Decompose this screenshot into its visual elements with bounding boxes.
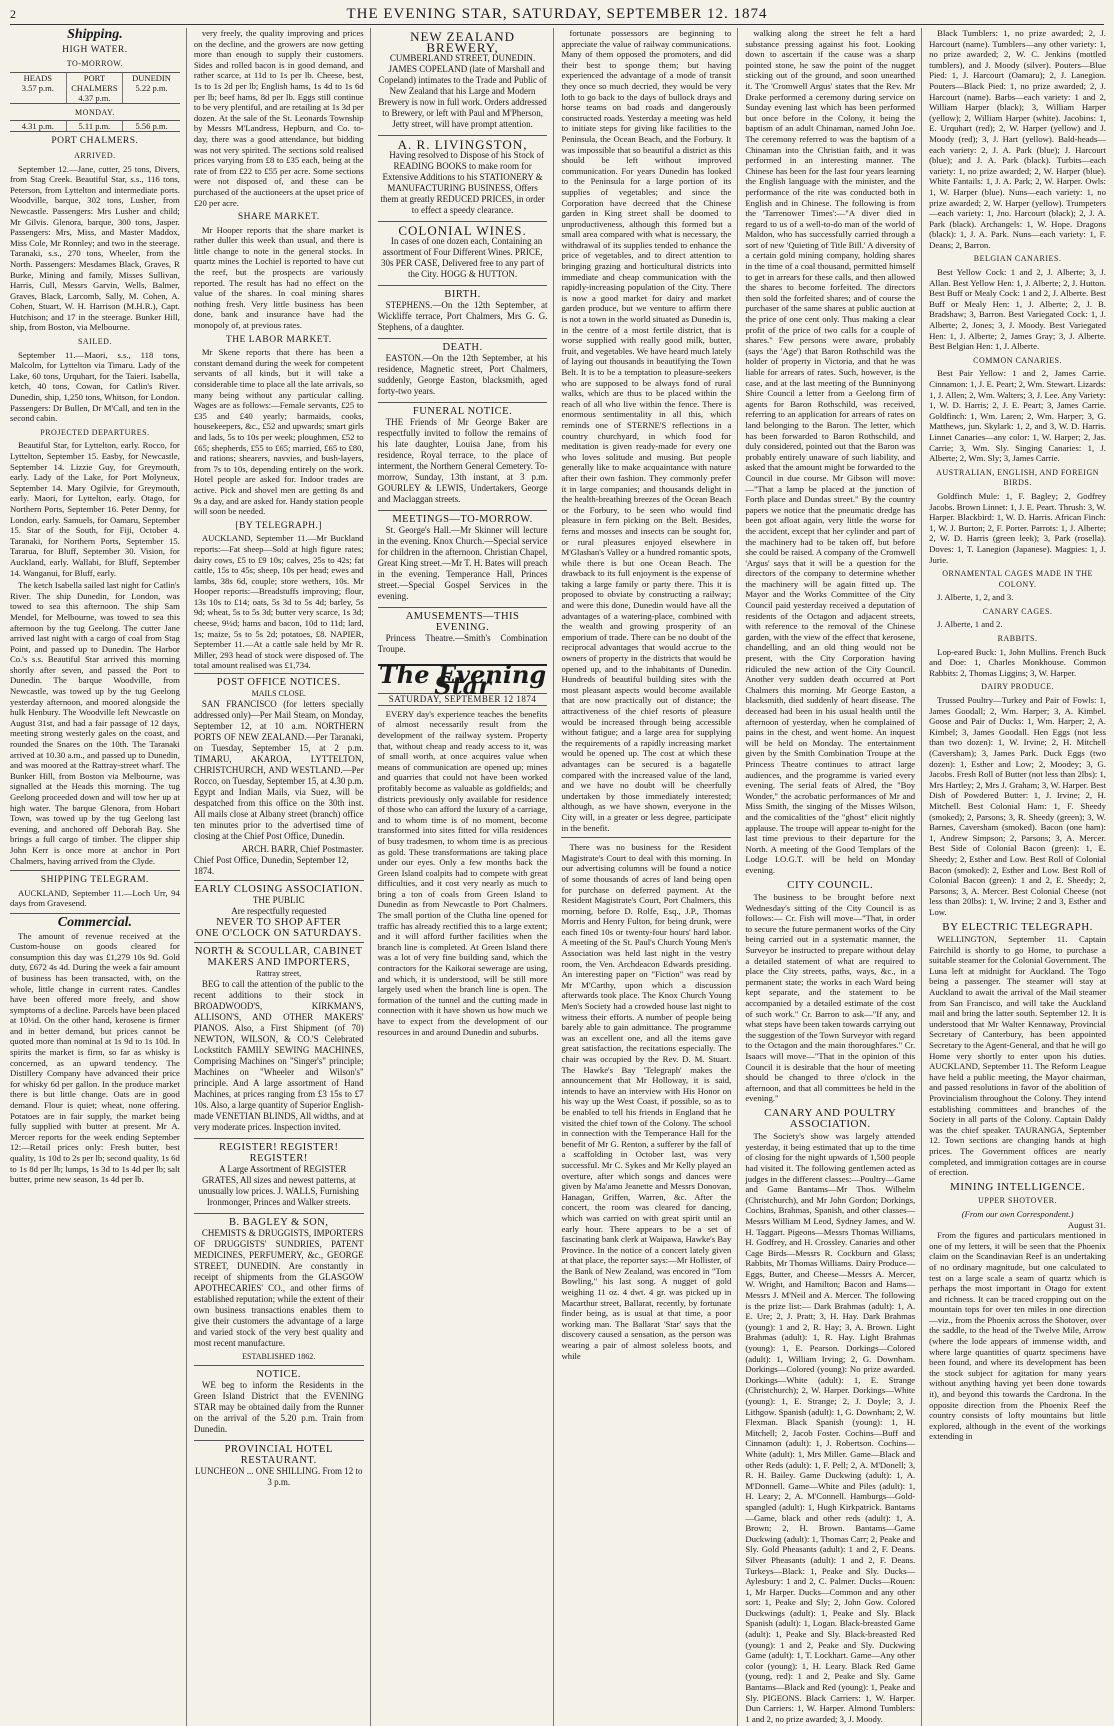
bagley-title: B. BAGLEY & SON, — [228, 1217, 329, 1229]
tide-table — [10, 72, 180, 104]
tide-time: 5.11 p.m. — [78, 121, 111, 132]
amusements-text: Princess Theatre.—Smith's Combination Troupe. — [377, 633, 548, 654]
tide-time: 3.57 p.m. — [21, 82, 54, 93]
death-notice — [378, 338, 548, 402]
brewery-text: JAMES COPELAND (late of Marshall and Copeland) intimates to the Trade and Public of New Zealand that his Large and Modern Brewery is now in full work. Orders addressed to Brewery, or left with Paul and M'Pherson, Jetty street, will have prompt attention. — [378, 64, 547, 129]
shipping-telegram-text: AUCKLAND, September 11.—Loch Urr, 94 days from Gravesend. — [10, 887, 180, 909]
mails-close-label: MAILS CLOSE. — [251, 689, 306, 699]
newspaper-nameplate: The Evening Star — [378, 660, 547, 700]
editorial-continued: fortunate possessors are beginning to appreciate the value of railway communications. Many of them opposed the promoters, and did their best to sponge them; but having experienced the advantage of a mode of transit they once so much decried, they would be very loth to go back to the days of bullock drays and horse teams on bad roads and dangerously constructed roads. Yesterday a meeting was held to initiate steps for giving like facilities to the Peninsula, the Ocean Beach, and the Forbury. It was impossible that so beautiful a district as this should be left without improved communication. For years Dunedin has looked to the Peninsula for a large portion of its supplies of vegetables; and since the Corporation have decreed that the Chinese garden in King street shall be doomed to unproductiveness, although this formed but a small area compared with what is necessary, the withdrawal of its supplies tended to enhance the price of vegetables, and to direct attention to bringing grazing and horticultural districts into immediate and cheap communication with the rapidly-increasing population of the City. There is now a good market for dairy and market garden produce, but we venture to affirm there is not a town in the world situated as Dunedin is, in the centre of a most fertile district, that is worse supplied with really good milk, butter, fruit, and vegetables. We have heard much lately of laying out thousands in beautifying the Town Belt. It is to be a temptation to pleasure-seekers who are supposed to be always fond of rural walks, which are thus to be placed within the reach of all who live within the fence. There is enormous sentimentality in all this, which reminds one of STERNE'S reflections in a country churchyard, in which food for meditation is given ready-made for every one who loves solitude and musing. But people generally like to make acquaintance with nature after their own fashion. They commonly prefer it in large companies; and thousands delight in the health-breathing breezes of the Ocean Beach or the Forbury, to be seen who would find pleasure in fern picking on the Belt. Besides, ferns and mosses and insects can be sought for, or rural pleasures enjoyed elsewhere in M'Glashan's Valley or a hundred romantic spots, while there is but one Ocean Beach. The drawback to its full enjoyment is the expense of taking a large family or party there. This it is proposed to obviate by constructing a railway; and were this done, Dunedin would have all the advantages of a watering-place, combined with the wealth and growing prosperity of an emporium of trade. There can be no doubt of the reciprocal advantages that would accrue to the owners of property in the districts that would be opened up, and to the inhabitants of Dunedin. Hundreds of beautiful building sites with the most pleasant aspects would become available that are now practically out of distance; the attractiveness of the chief resorts of pleasure would be increased through being accessible without fatigue; and a large area for supplying the requirements of a rapidly increasing market would be opened up. The cost at which these advantages can be secured is a bagatelle compared with the increased value of the land, and we have no doubt will be cheerfully undertaken by those immediately interested; although, as we have shown, everyone in the City will, in a greater or less degree, participate in the benefit. — [561, 28, 732, 833]
tide-col — [123, 73, 180, 103]
tide-place: DUNEDIN — [132, 72, 171, 83]
meetings-title: MEETINGS—TO-MORROW. — [392, 514, 533, 525]
port-title: PORT CHALMERS. — [51, 136, 139, 147]
electric-telegraph-text: WELLINGTON, September 11. Captain Fairchild is shortly to go Home, to purchase a suitable steamer for the Colonial Government. The Luna left at midnight for Auckland. The Togo being a passenger. The steamer will stay at Auckland to await the arrival of the Mail steamer from San Francisco, and will take the Auckland mail and bring the latter south. September 12. It is understood that Mr Walter Kennaway, Provincial Secretary of Canterbury, has been appointed Secretary to the Agent-General, and that he will go Home very shortly to enter upon his duties. AUCKLAND, September 11. The Reform League have held a public meeting, the Mayor chairman, and passed resolutions in favor of the abolition of Provincialism throughout the Colony. They intend establishing committees and branches of the Society in all parts of the Colony. Captain Daldy was the chief speaker. TAURANGA, September 12. Town sections are changing hands at high prices. The Government offices are nearly completed, and immigration cottages are in course of erection. — [929, 934, 1106, 1178]
tide-table-monday — [10, 120, 180, 132]
post-office-date: Chief Post Office, Dunedin, September 12, 1874. — [193, 855, 349, 877]
produce-text: very freely, the quality improving and prices on the decline, and the growers are now getting more than enough to supply their customers. Sides and rolled bacon is in good demand, and rather scarce, at 11d to 1s per lb. Cheese, best, 1s to 1s 2d per lb; English hams, 1s 4d to 1s 6d per lb; beef hams, 8d per lb. Eggs still continue to be very plentiful, and are retailing at 1s 3d per dozen. At the sale of the St. Leonards Township by Messrs M'Landress, Hepburn, and Co. to-day, there was a good attendance, but bidding was not very spirited. The sections sold realised prices varying from £8 to £35 each, being at the rate of from £22 to £55 per acre. Some sections were not disposed of, and these can be purchased of the auctioneers at the upset price of £20 per acre. — [193, 28, 364, 208]
early-closing-line: NEVER TO SHOP AFTER — [216, 917, 342, 929]
register-text: A Large Assortment of REGISTER GRATES, All sizes and newest patterns, at unusually low prices. J. WALLS, Furnishing Ironmonger, Princes and Walker streets. — [198, 1164, 359, 1208]
amusements-notice — [378, 607, 548, 660]
canary-cages-title: CANARY CAGES. — [982, 606, 1053, 616]
tide-col — [10, 73, 67, 103]
early-closing-title: EARLY CLOSING ASSOCIATION. — [194, 884, 363, 896]
poultry-text: The Society's show was largely attended yesterday, it being estimated that up to the time of closing for the night upwards of 1,500 people had visited it. The following gentlemen acted as judges in the different classes:—Poultry—Game and Game Bantams—Mr Thos. Wilhelm (Christchurch), and Mr John Gordon; Dorkings, Cochins, Brahmas, Spanish, and other classes—Messrs William M Leod, Sydney James, and W. H. Taggart. Pigeons—Messrs Thomas Williams, H. Godfrey, and H. Crossley. Canaries and other Cage Birds—Messrs R. Cockburn and Glass; Rabbits, Mr Thomas Williams. Dairy Produce—Eggs, Butter, and Cheese—Messrs A. Mercer, W. Wright, and Hamilton; Bacon and Hams—Messrs J. M'Neil and A. Mercer. The following is the prize list:— Dark Brahmas (adult): 1, A. E. Ure; 2, J. Pratt; 3, H. Hay. Dark Brahmas (young): 1 and 2, R. Hay; 3, A. Brown. Light Brahmas (adult): 1, R. Hay. Light Brahmas (young): 1, E. Pearson. Dorkings—Colored (adult): 1, William Irving; 2, G. Downham. Dorkings—Colored (young): No prize awarded. Dorkings—White (adult): 1, E. Strange (Christchurch); 2, W. Harper. Dorkings—White (young): 1, E. Strange; 2, J. Doyle; 3, J. Lithgow. Spanish (adult): 1, G. Downham; 2, W. Flexman. Black Spanish (young): 1, H. Mitchell; 2, Jacob Foster. Cochins—Buff and Cinnamon (adult): 1, J. Robertson. Cochins—White (adult): 1, Mrs Miller. Game—Black and other Reds (adult): 1, F. Pell; 2, A. M'Donell; 3, R. H. Bailey. Game Duckwing (adult): 1, A. M'Donnell. Game—White and Piles (adult): 1, H. Leary; 2, A. M'Connell. Hamburgs—Gold-spangled (adult): 1, Hugh Kirkpatrick. Bantams—Game, black and other reds (adult): 1, A. Brown; 2, H. Brown. Bantams—Game Duckwing (adult): 1, Thomas Carr; 2, Peake and Sly. Gold Pheasants (adult): 1 and 2, F. Deans. Silver Pheasants (adult): 1 and 2, F. Deans. Turkeys—Black: 1, Peake and Sly. Ducks—Aylesbury: 1 and 2, C. Palmer. Ducks—Rouen: 1, Mr Harper. Ducks—Common and any other sort: 1, Peake and Sly; 2, John Gow. Colored Duckwings (adult): 1, Peake and Sly. Black Spanish (adult): 1, Logan. Black-breasted Game (adult): 1, Peake and Sly. Black-breasted Red (young): 1 and 2, Peake and Sly. Duckwing Game (adult): 1, T. Lockhart. Game—Any other color (young): 1, H. Leary. Black Red Game (young, red): 1 and 2, Peake and Sly. Game Bantams—Black and Red (young): 1, Peake and Sly. PIGEONS. Black Carriers: 1, W. Harper. Dun Carriers: 1, W. Harper. Almond Tumblers: 1 and 2, no prize awarded; 3, J. Moody. — [745, 1131, 916, 1724]
tomorrow-label: TO-MORROW. — [66, 59, 124, 69]
death-text: EASTON.—On the 12th September, at his residence, Magnetic street, Port Chalmers, suddenly, George Easton, blacksmith, aged forty-two years. — [377, 353, 548, 396]
foreign-birds-text: Goldfinch Mule: 1, F. Bagley; 2, Godfrey Jacobs. Brown Linnet: 1, J. E. Peart. Thrush: 3, W. Harper. Blackbird: 1, W. D. Harris. African Finch: 1, W. J. Burton; 2, F. Porter. Parrots: 1, J. Alberte; 2, W. D. Harris (green leek); 3, Park (rosella). Doves: 1, T. Lanegion (Japanese). Magpies: 1, J. Jurie. — [929, 490, 1106, 565]
funeral-title: FUNERAL NOTICE. — [412, 406, 513, 417]
birth-title: BIRTH. — [444, 289, 481, 300]
livingston-ad — [378, 135, 548, 221]
meetings-notice — [378, 510, 548, 607]
electric-telegraph-title: BY ELECTRIC TELEGRAPH. — [942, 920, 1093, 933]
belgian-canaries-text: Best Yellow Cock: 1 and 2, J. Alberte; 3, J. Allan. Best Yellow Hen: 1, J. Alberte; 2, J. Hutton. Best Buff or Mealy Cock: 1 and 2, J. Alberte. Best Buff or Mealy Hen: 1, J. Alberte; 2, J. B. Bradshaw; 3, Barron. Best Variegated Cock: 1, J. Alberte; 2, Jones; 3, J. Moody. Best Variegated Hen: 1, J. Alberte; 2, James Gray; 3, J. Alberte. Best Belgian Hen: 1, J. Alberte. — [929, 267, 1106, 352]
wines-text: In cases of one dozen each, Containing an assortment of Four Different Wines. PRICE, 30s PER CASE, Delivered free to any part of the City. HOGG & HUTTON. — [380, 236, 545, 279]
scoullar-title: NORTH & SCOULLAR, CABINET MAKERS AND IMPORTERS, — [194, 946, 363, 969]
prize-list-continued: Black Tumblers: 1, no prize awarded; 2, J. Harcourt (name). Tumblers—any other variety: 1, no prize awarded; 2, W. C. Jenkins (mottled tumblers), and J. Moody (silver). Pouters—Blue Pied: 1, J. Harcourt (Oamaru); 2, J. Lanegion. Pouters—Black Pied: 1, no prize awarded; 2, J. Harcourt (name). Barbs—each variety: 1 and 2, William Harper (black); 3, William Harper (yellow); 2, William Harper (white). Jacobins: 1, E. Urquhart (red); 2, W. Harper (yellow) and J. Moody (red); 3, J. Hart (yellow). Bald-heads—each variety: 2, J. A. Park (blue); J. Harcourt (blue); and J. A. Park (black). Turbits—each variety: 1, no prize awarded; 2, W. Harper (blue). White Fantails: 1, J. A. Park; 2, W. Harper. Owls: 1, W. Harper (blue). Nuns—each variety: 1, no prize awarded; 2, W. Harper (yellow). Trumpeters—each variety: 1, Jno. Harcourt (black); 2, J. A. Park (black). Archangels: 1, W. Hope. Dragons (black): 1, J. A. Park. Nuns—each variety: 1, F. Deans; 2, Barron. — [929, 28, 1106, 250]
mining-subtitle: UPPER SHOTOVER. — [978, 1196, 1058, 1206]
local-news-continued: walking along the street he felt a hard substance pressing against his foot. Looking down to ascertain if the cause was a sharp pointed stone, he saw the point of the nugget sticking out of the ground, and soon unearthed it. The 'Cromwell Argus' states that the Rev. Mr Drake performed a ceremony during service on Sunday evening last which has been performed but once before in the Colony, it being the baptism of an adult Chinaman, named John Joe. The ceremony referred to was the baptism of a Chinaman into the Christian faith, and it was performed in an interesting manner. The Chinese has been for the last four years learning the English language with the minister, and the performance of the rite was conducted both in English and in Chinese. The following is from the 'Tarrenower Times':—"A diver died in regard to us of a well-to-do man of the world of Maldon, who has successfully carried through a sort of new 'Quieting of Title Bill.' A diversity of a certain gold mining company, holding shares in the time of a coal thousand, permitted himself to get in arrears for these calls, and then allowed the shares to become forfeited. The directors then sold the forfeited shares; and of course the purchaser of the same shares at public auction at the price of one cent only. Thus making a clear profit of the price of two calls for a couple of shares." Few persons were aware, probably (says the 'Age') that Baron Rothschild was the holder of property in Victoria, and that he was liable for arrears of rates. Such, however, is the case, and at the last meeting of the Bunninyong Shire Council a letter from a Geelong firm of agents for Baron Rothschild, was received, referring to an application for arrears of rates on land belonging to the Baron. The letter, which has been forwarded to Baron Rothschild, and duly considered, pointed out that the Baron was probably entirely unaware of such liability, and asked that the amount might be forwarded to the Council in due course. Mr Gibson will move:—"That a lamp be placed at the junction of Forth place and Dundas street." By the country papers we notice that the pneumatic dredge has been got afloat again, very little the worse for the accident, except that her cylinder and part of the machinery had to be taken off, but before she could be raised. A company of the Cromwell 'Argus' says that it will be a question for the directors of the company to determine whether the machinery will be again fitted up. The Mayor and the Works Committee of the City Council paid yesterday received a deputation of residents of the Octagon and adjacent streets, with reference to the removal of the Chinese garden, with the view of the effect that kerosene, chandelling, and an old thing would not be present, with the City Corporation having ridiculed the new action of the City Council. Another very sudden death occurred at Port Chalmers this morning. Mr George Easton, a blacksmith, died suddenly of heart disease. The deceased had been in his usual health until the afternoon of yesterday, when he complained of pains in the chest, and went home. An inquest will be held on Monday. The entertainment given by the Smith Combination Troupe at the Princess Theatre continues to attract large audiences, and the programme is varied every evening. The serial feats of Alred, the "Boy Wonder," the acrobatic performances of Mr and Miss Smith, the singing of the Misses Wilson, and the comicalities of the "ghost" elicit nightly applause. The troupe will appear to-night for the last time previous to their departure for the North. A meeting of the Good Templars of the Lodge I.O.G.T. will be held on Monday evening. — [745, 28, 916, 875]
meetings-text: St. George's Hall.—Mr Skinner will lecture in the evening. Knox Church.—Special service for children in the afternoon. Christian Chapel, Great King street.—Mr T. H. Bates will preach in the evening. Temperance Hall, Princes street.—Special Gospel Services in the evening. — [377, 525, 548, 601]
city-council-title: CITY COUNCIL. — [787, 878, 874, 891]
ornamental-cages-text: J. Alberte, 1, 2, and 3. — [937, 592, 1014, 603]
scoullar-text: BEG to call the attention of the public to the recent additions to their stock in BROADWOOD'S, KIRKMAN'S, ALLISON'S, AND OTHER MAKERS' PIANOS. Also, a First Shipment (of 70) NEWTON, WILSON, & CO.'S Celebrated Lockstitch FAMILY SEWING MACHINES, Comprising Machines on "Singer's" principle; Machines on "Wheeler and Wilson's" principle. And A large assortment of Hand Machines, at prices ranging from £3 15s to £7 10s. Also, a large quantity of Superior English-made VENETIAN BLINDS, All widths, and at very moderate prices. Inspection invited. — [193, 979, 364, 1133]
dairy-produce-title: DAIRY PRODUCE. — [981, 682, 1055, 692]
register-title: REGISTER! REGISTER! REGISTER! — [219, 1142, 339, 1165]
page-number: 2 — [10, 7, 17, 21]
commercial-heading: Commercial. — [57, 914, 133, 930]
column-5 — [745, 28, 922, 1726]
high-water-title: HIGH WATER. — [62, 44, 128, 55]
dairy-produce-text: Trussed Poultry—Turkey and Pair of Fowls: 1, James Goodall; 2, Wm. Harper; 3, A. Kimbel. Goose and Pair of Ducks: 1, Wm. Harper; 2, A. Kimbel; 3, James Goodall. Hen Eggs (not less than two dozen): 1, W. Irvine; 2, H. Mitchell (Caversham); 3, James Park. Duck Eggs (two dozen): 1, Esther and Low; 2, Moodey; 3, G. Jacobs. Fresh Roll of Butter (not less than 2lbs): 1, Mrs Hartley; 2, Mrs J. Graham; 3, W. Harper. Best Dish of Powdered Butter: 1, J. Irvine; 2, H. Mitchell. Best Colonial Ham: 1, F. Sheedy (smoked); 2, Parsons; 3, R. Sheedy (green); 3, W. Barnes, Caversham (smoked). Bacon (one ham): 1, Andrew Simpson; 2, Parsons; 3, A. Mercer. Best Side of Colonial Bacon (green): 1, E. Sheedy; 2, Esther and Low. Best Roll of Colonial Bacon (smoked): 2, Esther and Low. Best Roll of Colonial Bacon (green): 1 and 2, E. Sheedy; 2, Parsons; 3, A. Mercer. Best Colonial Cheese (not less than 20lbs): 1, W. Irvine; 2 and 3, Esther and Low. — [929, 695, 1106, 917]
labor-market-title: THE LABOR MARKET. — [225, 334, 332, 345]
tide-time: 5.56 p.m. — [135, 121, 168, 132]
sailed-text: September 11.—Maori, s.s., 118 tons, Malcolm, for Lyttelton via Timaru. Lady of the Lake, 60 tons, Urquhart, for the Taieri. Isabella, ketch, 40 tons, Cowan, for Catlin's River. Dunedin, ship, 1,250 tons, Whitson, for London. Passengers: Dr Bullen, Dr M'Call, and ten in the second cabin. — [10, 349, 180, 424]
tide-place: PORT CHALMERS — [71, 72, 118, 93]
telegraph-text: AUCKLAND, September 11.—Mr Buckland reports:—Fat sheep—Sold at high figure rates; dairy cows, £5 to £9 10s; calves, 25s to 42s; fat cattle, 15s to 45s; sheep, 10s per head; ewes and lambs, 38s 6d, couple; store wethers, 10s. Mr Hooper reports:—Breadstuffs improving; flour, 13s 10s to £14; oats, 5s 3d to 5s 4d; barley, 5s 9d; wheat, 5s to 5s 3d; butter very scarce, 1s 3d; cheese, 9½d; hams and bacon, 10d to 11d; lard, 1s; maize, 5s to 5s 2d; potatoes, £8. NAPIER, September 11.—At a cattle sale held by Mr R. Miller, 293 head of stock were disposed of. The total amount realised was £1,734. — [193, 533, 364, 671]
livingston-title: A. R. LIVINGSTON, — [397, 137, 528, 152]
arrived-text: September 12.—Jane, cutter, 25 tons, Divers, from Stag Creek. Beautiful Star, s.s., 116 tons, Peterson, from Lyttelton and intermediate ports. Woodville, barque, 302 tons, Lusher, from Newcastle. Passengers: Mrs Lusher and child; Mr Gilvis. Glenora, barque, 300 tons, Jasper. Passengers: Mrs, Miss, and Master Maddox, Miss Cole, Mr Ronnley; and two in the steerage. Taranaki, s.s., 270 tons, Wheeler, from the North. Passengers: Mesdames Black, Graves, R Burke, Mining and family, Misses Sullivan, Harris, Cull, Messrs Garvin, Wells, Balmer, Graves, Black, Larcomb, Sally, M. Cohen, A. Cohen, Stuart, W. H. Harrison (M.H.R.), Capt. Hutchison; and 17 in the steerage. Bunker Hill, ship, from Boston, via Melbourne. — [10, 163, 180, 333]
provincial-title: PROVINCIAL HOTEL RESTAURANT. — [224, 1444, 333, 1467]
bagley-ad — [194, 1213, 364, 1365]
provincial-hotel-ad — [194, 1440, 364, 1491]
belgian-canaries-title: BELGIAN CANARIES. — [973, 254, 1062, 264]
brewery-address: CUMBERLAND STREET, DUNEDIN. — [389, 53, 536, 63]
foreign-birds-title: AUSTRALIAN, ENGLISH, AND FOREIGN BIRDS. — [936, 467, 1100, 488]
monday-label: MONDAY. — [75, 107, 115, 117]
column-3 — [378, 28, 555, 1726]
funeral-notice — [378, 402, 548, 510]
birth-notice — [378, 285, 548, 338]
tide-col — [67, 73, 124, 103]
commercial-text: The amount of revenue received at the Custom-house on goods cleared for consumption this day was £1,279 10s 9d. Gold duty, £672 4s 4d. During the week a fair amount of business has been transacted, with, on the whole, little change in current rates. Candles have been offered more freely, and show symptoms of a decline. Parcels have been placed at 10½d. On the other hand, kerosene is firmer and in better demand, but prices cannot be quoted more than nominal at 1s 9d to 1s 10d. In spirits the market is firm, so far as whisky is concerned, as an upward tendency. The Distillery Company have advanced their price for whisky 6d per gallon. In the produce market there is but little change. Oats are in good demand. Flour is quiet; wheat, none offering. Potatoes are in fair supply, the market being fully supplied with butter at present. Mr A. Mercer reports for the week ending September 12:—Retail prices only: Fresh butter, best quality, 1s 10d to 2s per lb; second quality, 1s 6d to 1s 8d per lb; lumps, 1s 3d to 1s 4d per lb; salt butter, prime new season, 1s 4d per lb. — [10, 930, 180, 1185]
mining-correspondent: (From our own Correspondent.) — [961, 1208, 1074, 1219]
livingston-text: Having resolved to Dispose of his Stock of READING BOOKS to make room for Extensive Additions to his STATIONERY & MANUFACTURING BUSINESS, Offers them at greatly REDUCED PRICES, in order to effect a speedy clearance. — [380, 150, 545, 215]
mining-date: August 31. — [1067, 1219, 1106, 1230]
projected-text: Beautiful Star, for Lyttelton, early. Rocco, for Lyttelton, September 15. Easby, for Newcastle, September 14. Lizzie Guy, for Greymouth, early. Lady of the Lake, for Port Molyneux, September 14. Mary Ogilvie, for Greymouth, early. Maori, for Lyttelton, early. Otago, for Northern Ports, September 16. Peter Denny, for London, early. Samuels, for Oamaru, September 15. Star of the South, for Fiji, October 4. Taranaki, for Northern Ports, September 15. Tararua, for Bluff, September 30. Vision, for Auckland, early. Wallabi, for Bluff, September 14. Wanganui, for Bluff, early. — [10, 440, 180, 578]
funeral-text: THE Friends of Mr George Baker are respectfully invited to follow the remains of his late daughter, Louisa Jane, from his residence, Royal terrace, to the place of interment, the Northern General Cemetery. To-morrow, Sunday, 13th instant, at 3 p.m. GOURLEY & LEWIS, Undertakers, George and Maclaggan streets. — [377, 417, 548, 504]
tide-time: 5.22 p.m. — [135, 82, 168, 93]
column-4 — [561, 28, 738, 1726]
sailed-label: SAILED. — [77, 337, 112, 347]
labor-market-text: Mr Skene reports that there has been a constant demand during the week for competent servants of all kinds, but it will take a considerable time to place all the late arrivals, so many being without any particular calling. Wages are as follows:—Female servants, £25 to £35 and £40 yearly; barmaids, cooks, housekeepers, &c., £52 and upwards; smart girls and lads, 5s to 10s per week; ploughmen, £52 to £65; shepherds, £55 to £65; married, £65 to £80, and rations; shearers, navvies, and bush-layers, from 7s to 10s, depending entirely on the work. Hotel people are asked for. Indoor trades are active. Pick and shovel men are getting 8s and 9s a day, and are asked for. Handy station people will soon be needed. — [193, 347, 364, 517]
brewery-ad — [378, 28, 548, 135]
bagley-established: ESTABLISHED 1862. — [242, 1352, 316, 1362]
mining-title: MINING INTELLIGENCE. — [949, 1180, 1086, 1193]
masthead-title: THE EVENING STAR, SATURDAY, SEPTEMBER 12. 1874 — [346, 6, 768, 22]
register-grates-ad — [194, 1138, 364, 1213]
notice-title: NOTICE. — [256, 1369, 302, 1381]
brewery-title: NEW ZEALAND BREWERY, — [410, 29, 516, 55]
shipping-telegram-title: SHIPPING TELEGRAM. — [40, 875, 149, 886]
common-canaries-text: Best Pair Yellow: 1 and 2, James Carrie. Cinnamon: 1, J. E. Peart; 2, Wm. Stewart. Lizards: 1, J. Allen; 2, Wm. Walters; 3, J. Lee. Any Variety: 1, W. D. Harris; 2, J. E. Peart; 3, James Carrie. Goldfinch: 1, Wm. Laren; 2, Wm. Harper; 3, G. Matthews, jun. Skylark: 1, 2, and 3, W. D. Harris. Linnet Canaries—any color: 1, W. Harper; 2, Jas. Carrie; 3, Wm. Sly. Singing Canaries: 1, J. Alberte; 2, Wm. Sly; 3, James Carrie. — [929, 368, 1106, 464]
mining-text: From the figures and particulars mentioned in one of my letters, it will be seen that the Phoenix claim on the Scandinavian Reef is an undertaking of no ordinary magnitude, but one calculated to test on a large scale a seam of quartz which is perhaps the most important in Otago for extent and richness. It can be traced cropping out on the mountain tops for over ten miles in one direction—viz., from the Phoenix across the Shotover, over the saddle, to the head of the Twelve Mile, Arrow (where the lode appears of immense width, and where large quantities of quartz specimens have been found, and where its development has been the stock subject for agitation for many years without anything having yet been done towards it), and beyond this towards the Cardrona. In the opposite direction from the Phoenix Reef the country consists of lofty mountains but little explored, although in the event of the workings extending in — [929, 1230, 1106, 1442]
post-office-text: SAN FRANCISCO (for letters specially addressed only)—Per Mail Steam, on Monday, September 12, at 10 a.m. NORTHERN PORTS OF NEW ZEALAND.—Per Taranaki, on Tuesday, September 15, at 2 p.m. TIMARU, AKAROA, LYTTELTON, CHRISTCHURCH, AND WESTLAND.—Per Rocco, on Tuesday, September 15, at 4.30 p.m. Egypt and Indian Mails, via Suez, will be despatched from this office on the 30th inst. All mails close at Albany street (branch) office ten minutes prior to the advertised time of closing at the Chief Post Office, Dunedin. — [193, 699, 364, 842]
divider — [561, 837, 731, 838]
tide-col — [123, 121, 180, 131]
scoullar-address: Rattray street, — [256, 969, 302, 979]
postmaster-name: ARCH. BARR, Chief Postmaster. — [241, 844, 364, 855]
post-office-title: POST OFFICE NOTICES. — [216, 677, 341, 689]
shipping-text: The ketch Isabella sailed last night for Catlin's River. The ship Dunedin, for London, was towed to sea this afternoon. The ship Sam Mendel, for Melbourne, was towed to sea this afternoon by the tug Geelong. The cutter Jane arrived last night with a cargo of coal from Stag Point, and passed up to Dunedin. The Harbor Co.'s s.s. Beautiful Star arrived this morning shortly after seven, and passed the Port to Dunedin. The barque Woodville, from Newcastle, was towed up by the tug Geelong yesterday afternoon, and moored alongside the hulk Henbury. The Woodville left Newcastle on August 31st, and had a fair passage of 12 days, meeting strong westerly gales on the coast, and rounded the Snares on the 10th. The Taranaki arrived at 10.30 a.m., and passed up to Dunedin, and was moored at the Rattray-street wharf. The Bunker Hill, from Boston via Melbourne, was signalled at the Heads this morning. The tug Geelong proceeded down and will tow her up at high water. The barque Glenora, from Hobart Town, was towed up by the tug Geelong last evening, and anchored off Deborah Bay. She brings a full cargo of timber. The clipper ship John Kerr is once more at anchor in Port Chalmers, having arrived from the Clyde. — [10, 580, 180, 866]
tide-time: 4.31 p.m. — [21, 121, 54, 132]
rabbits-text: Lop-eared Buck: 1, John Mullins. French Buck and Doe: 1, Charles Monkhouse. Common Rabbits: 2, Thomas Liggins; 3, W. Harper. — [929, 646, 1106, 678]
early-closing-line: THE PUBLIC — [252, 895, 305, 906]
tide-time: 4.37 p.m. — [78, 92, 111, 103]
masthead — [10, 4, 1104, 25]
early-closing-line: ONE O'CLOCK ON SATURDAYS. — [195, 928, 362, 940]
divider — [10, 913, 180, 914]
common-canaries-title: COMMON CANARIES. — [973, 355, 1063, 365]
shipping-heading: Shipping. — [67, 27, 123, 42]
city-council-text: The business to be brought before next Wednesday's sitting of the City Council is as follows:— Cr. Fish will move—"That, in order to secure the future permanent works of the City being carried out in a systematic manner, the Surveyor be instructed to prepare without delay a detailed statement of what are required to place the City streets, paths, ways, &c., in a permanent state; the works in each Ward being kept separate, and the statement to be accompanied by a detailed estimate of the cost of such work." Cr. Barron to ask—"If any, and what steps have been taken towards carrying out the suggestion of the Town Surveyor with regard to the Octagon and the main thoroughfares." Cr. Isaacs will move—"That in the opinion of this Council it is desirable that the hour of meeting should be changed to three o'clock in the afternoon, and that all committees be held in the evening." — [745, 892, 916, 1104]
share-market-text: Mr Hooper reports that the share market is rather duller this week than usual, and there is little change to note in the general stocks. In quartz mines the Lochiel is reported to have cut the reef, but the prospects are variously reported. The result has had no effect on the value of the shares. In coal mining shares nothing fresh. Very little business has been done, bank and insurance have had the monopoly of, at previous rates. — [193, 224, 364, 331]
provincial-text: LUNCHEON ... ONE SHILLING. From 12 to 3 p.m. — [194, 1466, 363, 1488]
bagley-text: CHEMISTS & DRUGGISTS, IMPORTERS OF DRUGGISTS' SUNDRIES, PATENT MEDICINES, PERFUMERY, &c., GEORGE STREET, DUNEDIN. Are constantly in receipt of shipments from the GLASGOW APOTHECARIES' CO., and other firms of established reputation; while the extent of their own business transactions enables them to give their customers the advantage of a large and varied stock of the very best quality and most recent manufacture. — [193, 1228, 364, 1349]
ornamental-cages-title: ORNAMENTAL CAGES MADE IN THE COLONY. — [942, 569, 1093, 589]
notice-ad — [194, 1365, 364, 1440]
poultry-title: CANARY AND POULTRY ASSOCIATION. — [764, 1106, 897, 1130]
local-news: There was no business for the Resident Magistrate's Court to deal with this morning. In our advertising columns will be found a notice of some thousands of acres of land being open for purchase on deferred payment. At the Resident Magistrate's Court, Port Chalmers, this morning, before D. Rolfe, Esq., J.P., Thomas Morris and Henry Fulton, for being drunk, were each fined 10s or twenty-four hours' hard labor. A meeting of the St. Paul's Church Young Men's Association was held last night in the vestry room, the Ven. Archdeacon Edwards presiding. An interesting paper on "Fiction" was read by Mr M'Carthy, upon which a discussion afterwards took place. The Knox Church Young Men's Society had a crowded house last night to witness their efforts. A number of people being barely able to gain admittance. The programme was an excellent one, and all the items gave great satisfaction, the recitations especially. The chair was occupied by the Rev. D. M. Stuart. The Hawke's Bay 'Telegraph' makes the announcement that Mr Holloway, it is said, intends to have an interview with His Honor on his way up the West Coast, if possible, so as to be enabled to tell his friends in England that he visited the chief town of the Colony. The school in connection with the Temperance Hall for the benefit of Mr G. Renton, a sufferer by the fall of a scaffolding in October last, was very successful. Mr C. Sykes and Mr Kelly played an overture, after which songs and dances were given by Ma'amo Jeanette and Messrs Donovan, Hanagan, Griffen, Warren, &c. After the concert, the room was cleared for dancing, which was carried on with great spirit until an early hour. There appears to be a set of fascinating bank clerk at Waipawa, Hawke's Bay Province. In the notice of a concert lately given at that place, the reporter says:—Mr Hollister, of the Bank of New Zealand, was encored in "Tom Bowling," his last song. A nugget of gold weighing 11 oz. 4 dwt. 4 gr. was picked up in Macarthur street, Ballarat, recently, by fortunate finder being, as is usual at that time, a poor working man. The Ballarat 'Star' says that the discovery caused a sensation, as the person was wearing a pair of almost soleless boots, and while — [561, 842, 732, 1361]
canary-cages-text: J. Alberte, 1 and 2. — [937, 619, 1003, 630]
wines-ad — [378, 221, 548, 285]
arrived-label: ARRIVED. — [74, 150, 116, 160]
divider — [10, 870, 180, 871]
tide-place: HEADS — [23, 72, 52, 83]
telegraph-title: [BY TELEGRAPH.] — [235, 520, 323, 531]
editorial-text: EVERY day's experience teaches the benefits of almost necessarily result from the development of the railway system. Property that, without cheap and ready access to it, was of small worth, at once acquires value when means of communication are opened up; mines and quarries that could not have been worked profitably become as valuable as goldfields; and districts previously only available for residence of those who can afford the luxury of a carriage, and to whom time is of no moment, become transformed into sites fitted for villa residences of busy tradesmen, to whom time is as precious as gold. These transformations are taking place under our eyes. Only a few months back the Green Island coalpits had to compete with great difficulties, and it cost very nearly as much to bring a ton of coals from Green Island to Dunedin as from Newcastle to Port Chalmers. The small portion of the Clutha line opened for traffic has already rectified this to a large extent; and it will afford further facilities when the branch line is completed. At Green Island there was a lot of very fine building sand, which the contractors for the Kaikorai sewerage are using, and which, it is understood, will be still more largely used when the branch line is open. The formation of the tunnel and the cutting made in connection with it have shown us how much we have to expect from the development of our resources in and around Dunedin and suburbs. — [377, 708, 548, 1037]
scoullar-ad — [194, 942, 364, 1138]
dateline: SATURDAY, SEPTEMBER 12 1874 — [378, 693, 548, 706]
early-closing-ad — [194, 880, 364, 942]
death-title: DEATH. — [442, 342, 483, 353]
share-market-title: SHARE MARKET. — [237, 212, 320, 223]
notice-text: WE beg to inform the Residents in the Green Island District that the EVENING STAR may be obtained daily from the Runner on the arrival of the 5.20 p.m. Train from Dunedin. — [193, 1380, 364, 1435]
column-1 — [10, 28, 187, 1726]
amusements-title: AMUSEMENTS—THIS EVENING. — [405, 611, 520, 633]
column-6 — [929, 28, 1106, 1726]
projected-label: PROJECTED DEPARTURES. — [40, 427, 150, 437]
post-office-notices — [194, 673, 364, 880]
wines-title: COLONIAL WINES. — [398, 223, 527, 238]
columns — [10, 27, 1106, 1724]
tide-col — [10, 121, 67, 131]
tide-col — [67, 121, 124, 131]
rabbits-title: RABBITS. — [997, 634, 1038, 644]
column-2 — [194, 28, 371, 1726]
early-closing-line: Are respectfully requested — [231, 906, 327, 917]
birth-text: STEPHENS.—On the 12th September, at Wickliffe terrace, Port Chalmers, Mrs G. G. Stephens, of a daughter. — [377, 300, 548, 332]
